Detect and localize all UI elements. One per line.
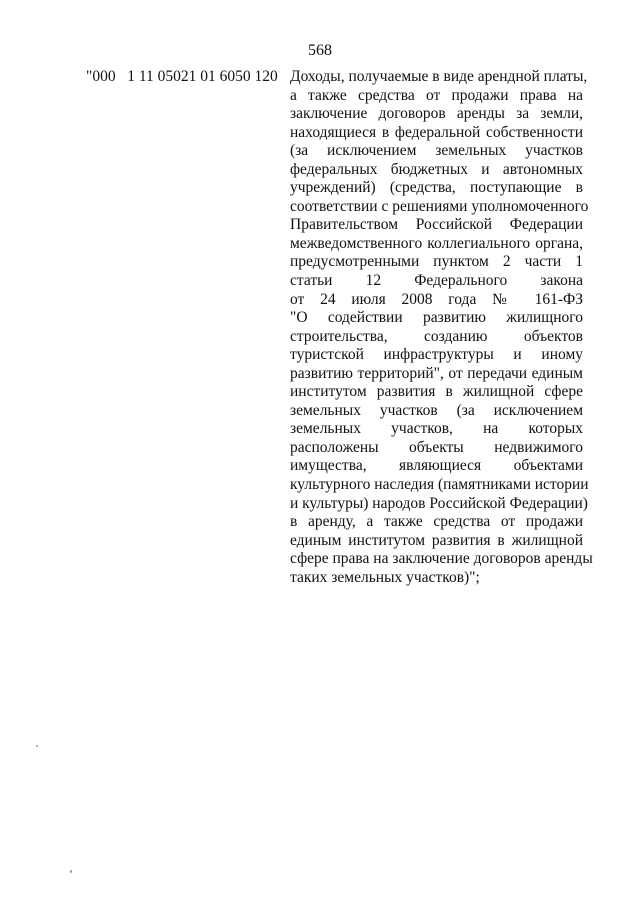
description-line: земельных участков, на которых [290,420,583,438]
description-line: а также средства от продажи права на [290,86,583,104]
description-line: строительства, созданию объектов [290,327,583,345]
description-line: сфере права на заключение договоров аренды [290,550,593,568]
description-line: межведомственного коллегиального органа, [290,234,583,252]
description-line: институтом развития в жилищной сфере [290,383,583,401]
description-line: заключение договоров аренды за земли, [290,105,583,123]
description-line: туристской инфраструктуры и иному [290,346,583,364]
description-line: находящиеся в федеральной собственности [290,123,583,141]
scan-speck [70,870,72,873]
description-line: соответствии с решениями уполномоченного [290,197,589,215]
description-line: Доходы, получаемые в виде арендной платы, [290,68,588,85]
description-line: в аренду, а также средства от продажи [290,513,583,531]
description-line: культурного наследия (памятниками истории [290,476,589,494]
description-line: (за исключением земельных участков [290,142,583,160]
description-line: от 24 июля 2008 года № 161-ФЗ [290,290,583,308]
description-line: развитию территорий", от передачи единым [290,364,583,382]
description-line: расположены объекты недвижимого [290,438,583,456]
description-line: федеральных бюджетных и автономных [290,160,583,178]
description-line: учреждений) (средства, поступающие в [290,179,583,197]
description-line: земельных участков (за исключением [290,401,583,419]
description-line: единым институтом развития в жилищной [290,531,583,549]
scan-speck [36,745,38,747]
income-description [290,68,593,587]
description-line: имущества, являющиеся объектами [290,457,583,475]
description-line: "О содействии развитию жилищного [290,309,583,327]
description-line: Правительством Российской Федерации [290,216,583,234]
description-line: статьи 12 Федерального закона [290,272,583,290]
page-number: 568 [308,42,332,59]
description-line: предусмотренными пунктом 2 части 1 [290,253,583,271]
budget-classification-code: "000 1 11 05021 01 6050 120 [86,68,278,85]
description-line: и культуры) народов Российской Федерации) [290,494,588,512]
description-line: таких земельных участков)"; [290,568,480,586]
